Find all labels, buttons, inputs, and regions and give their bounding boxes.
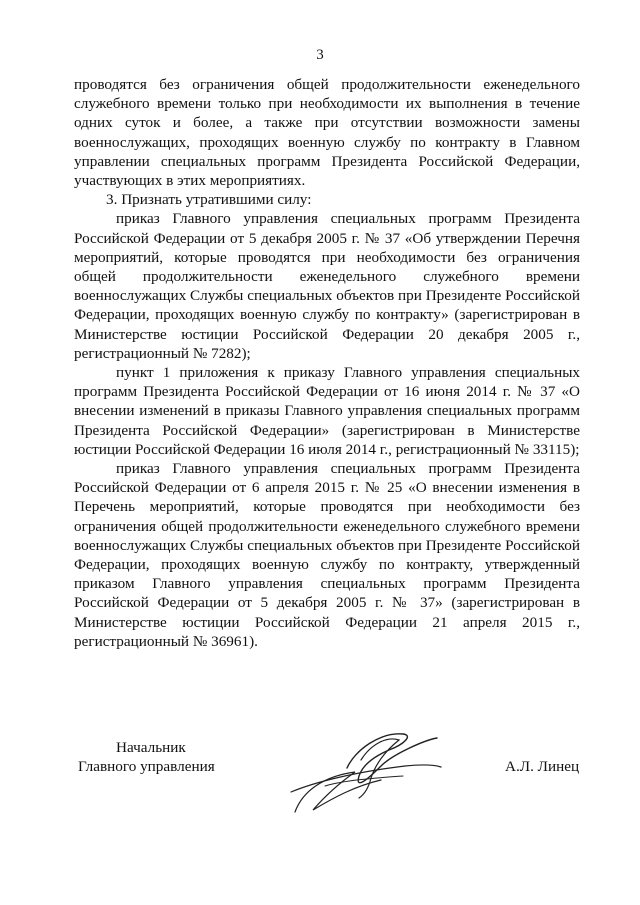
paragraph-order-2015: приказ Главного управления специальных программ Президента Российской Федерации от 6 апреля 2015 г. № 25 «О внесении изменения в Перечень мероприятий, которые проводятся при необходимости без ограничения общей продолжительности еженедельного служебного времени военнослужащих Службы специальных объектов при Президенте Российской Федерации, проходящих военную службу по контракту, утвержденный приказом Главного управления специальных программ Президента Российской Федерации от 5 декабря 2005 г. № 37» (зарегистрирован в Министерстве юстиции Российской Федерации 21 апреля 2015 г., регистрационный № 36961).: [74, 460, 580, 650]
paragraph-order-2014: пункт 1 приложения к приказу Главного управления специальных программ Президента Российской Федерации от 16 июня 2014 г. № 37 «О внесении изменений в приказы Главного управления специальных программ Президента Российской Федерации» (зарегистрирован в Министерстве юстиции Российской Федерации 16 июля 2014 г., регистрационный № 33115);: [74, 364, 580, 458]
handwritten-signature: [285, 720, 445, 820]
paragraph-order-2005: приказ Главного управления специальных программ Президента Российской Федерации от 5 декабря 2005 г. № 37 «Об утверждении Перечня мероприятий, которые проводятся при необходимости без ограничения общей продолжительности еженедельного служебного времени военнослужащих Службы специальных объектов при Президенте Российской Федерации, проходящих военную службу по контракту» (зарегистрирован в Министерстве юстиции Российской Федерации 20 декабря 2005 г., регистрационный № 7282);: [74, 210, 580, 362]
paragraph-item-3: 3. Признать утратившими силу:: [106, 191, 312, 209]
paragraph-continuation: проводятся без ограничения общей продолжительности еженедельного служебного времени только при необходимости их выполнения в течение одних суток и более, а также при отсутствии возможности замены военнослужащих, проходящих военную службу по контракту в Главном управлении специальных программ Президента Российской Федерации, участвующих в этих мероприятиях.: [74, 76, 580, 190]
page-number: 3: [316, 47, 324, 63]
signatory-title-line1: Начальник: [116, 739, 186, 756]
signatory-name: А.Л. Линец: [505, 758, 580, 775]
signatory-title-line2: Главного управления: [78, 758, 215, 775]
